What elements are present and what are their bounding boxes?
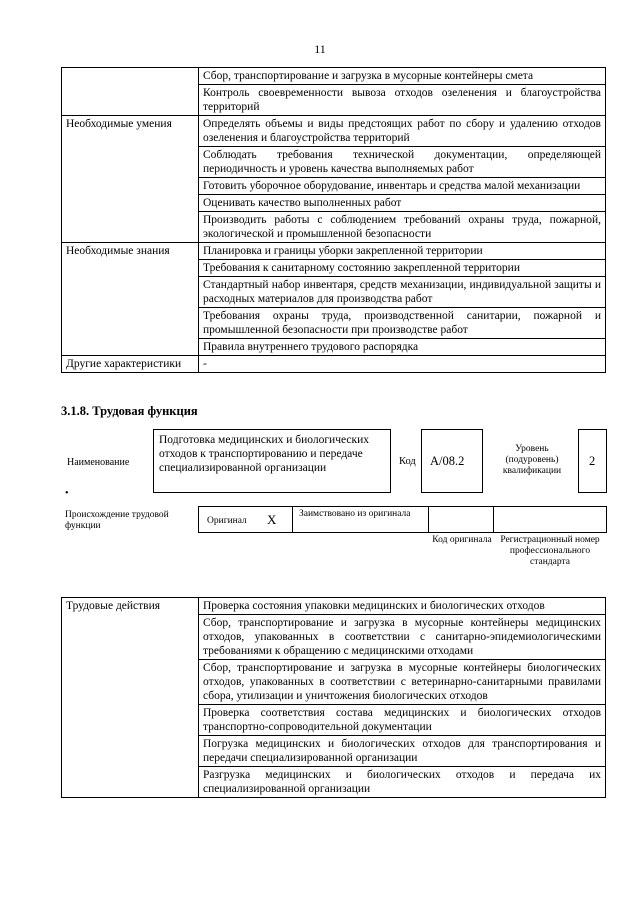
code-caption: Код оригинала [432, 535, 492, 545]
row-item-text: Оценивать качество выполненных работ [199, 195, 606, 212]
table-row [62, 68, 606, 85]
stray-mark: • [65, 488, 69, 499]
table-row [62, 356, 606, 373]
original-mark: X [267, 512, 277, 527]
row-item-text: Стандартный набор инвентаря, средств механизации, индивидуальной защиты и расходных материалов для производства работ [199, 277, 606, 308]
row-item-text: Соблюдать требования технической документации, определяющей периодичность и уровень качества выполняемых работ [199, 147, 606, 178]
name-label: Наименование [67, 457, 130, 468]
section-title: 3.1.8. Трудовая функция [61, 404, 198, 418]
function-name-value: Подготовка медицинских и биологических отходов к транспортированию и передаче специализированной организации [159, 434, 369, 474]
reg-caption: Регистрационный номер профессионального стандарта [500, 535, 600, 567]
origin-reg-cell [493, 506, 607, 533]
level-value: 2 [589, 454, 596, 468]
row-item-text: Проверка состояния упаковки медицинских и биологических отходов [199, 598, 606, 615]
code-value: A/08.2 [430, 454, 465, 468]
row-item-text: Контроль своевременности вывоза отходов озеленения и благоустройства территорий [199, 85, 606, 116]
row-group-label: Необходимые умения [62, 116, 199, 243]
function-name-box [153, 429, 391, 493]
level-box [578, 429, 607, 493]
code-box [421, 429, 483, 493]
row-item-text: Готовить уборочное оборудование, инвентарь и средства малой механизации [199, 178, 606, 195]
row-group-label [62, 68, 199, 116]
table-row [62, 598, 606, 615]
row-item-text: Производить работы с соблюдением требований охраны труда, пожарной, экологической и промышленной безопасности [199, 212, 606, 243]
row-item-text: Требования к санитарному состоянию закрепленной территории [199, 260, 606, 277]
table-row [62, 243, 606, 260]
row-item-text: Сбор, транспортирование и загрузка в мусорные контейнеры смета [199, 68, 606, 85]
row-group-label: Необходимые знания [62, 243, 199, 356]
row-group-label: Другие характеристики [62, 356, 199, 373]
row-item-text: Сбор, транспортирование и загрузка в мусорные контейнеры биологических отходов, упакованных в соответствии с ветеринарно-санитарными правилами сбора, утилизации и уничтожения биологических отходов [199, 660, 606, 705]
table-row [62, 116, 606, 147]
row-item-text: Погрузка медицинских и биологических отходов для транспортирования и передачи специализированной организации [199, 736, 606, 767]
page-number: 11 [314, 42, 326, 56]
origin-original-cell [198, 506, 293, 533]
level-label: Уровень (подуровень) квалификации [502, 444, 562, 476]
origin-borrowed-cell [292, 506, 429, 533]
borrowed-label: Заимствовано из оригинала [299, 509, 411, 519]
skills-knowledge-table [61, 67, 606, 373]
code-label: Код [399, 456, 416, 467]
row-item-text: Планировка и границы уборки закрепленной территории [199, 243, 606, 260]
row-item-text: - [199, 356, 606, 373]
origin-code-cell [428, 506, 494, 533]
row-item-text: Сбор, транспортирование и загрузка в мусорные контейнеры медицинских отходов, упакованных в соответствии с санитарно-эпидемиологическими требованиями к обращению с медицинскими отходами [199, 615, 606, 660]
row-group-label: Трудовые действия [62, 598, 199, 798]
row-item-text: Определять объемы и виды предстоящих работ по сбору и удалению отходов озеленения и благоустройства территорий [199, 116, 606, 147]
origin-label: Происхождение трудовой функции [65, 510, 169, 531]
row-item-text: Проверка соответствия состава медицинских и биологических отходов транспортно-сопроводительной документации [199, 705, 606, 736]
row-item-text: Разгрузка медицинских и биологических отходов и передача их специализированной организации [199, 767, 606, 798]
original-label: Оригинал [207, 516, 247, 526]
labor-actions-table [61, 597, 606, 798]
row-item-text: Правила внутреннего трудового распорядка [199, 339, 606, 356]
row-item-text: Требования охраны труда, производственной санитарии, пожарной и промышленной безопасности при производстве работ [199, 308, 606, 339]
